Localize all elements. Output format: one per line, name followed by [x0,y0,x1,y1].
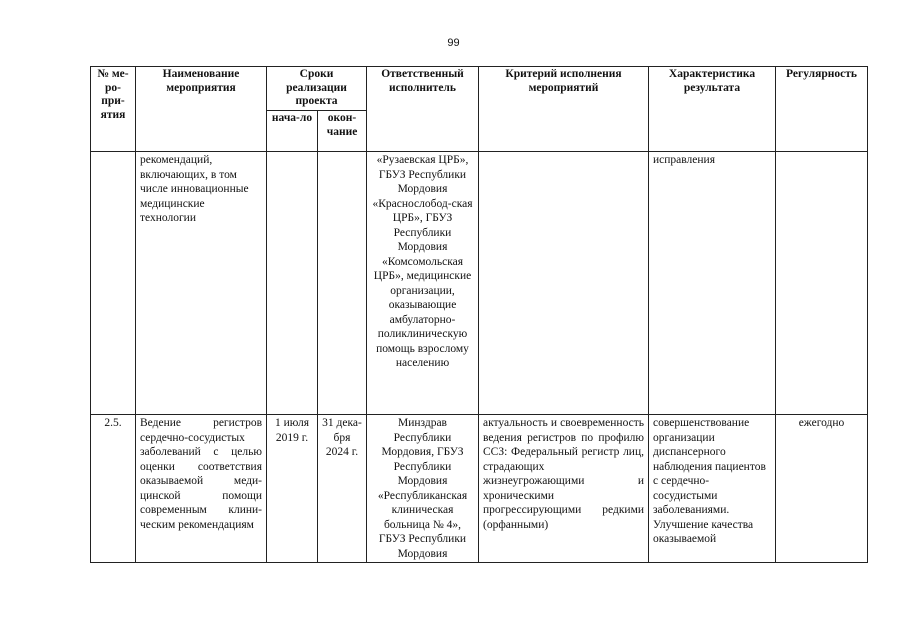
header-regularity: Регулярность [776,67,868,152]
cell-criterion [479,152,649,415]
cell-start: 1 июля 2019 г. [267,415,318,563]
cell-name: Ведение регистров сердечно-сосудистых заболеваний с целью оценки соответствия оказываемой меди-цинской помощи современным клини-ческим рекомендациям [136,415,267,563]
header-criterion: Критерий исполнения мероприятий [479,67,649,152]
table-row [91,415,868,563]
header-row [91,67,868,111]
table-row [91,152,868,415]
page-number: 99 [447,37,460,49]
cell-result: совершенствование организации диспансерного наблюдения пациентов с сердечно-сосудистыми заболеваниями. Улучшение качества оказываемой [649,415,776,563]
cell-executor: Минздрав Республики Мордовия, ГБУЗ Республики Мордовия «Республиканская клиническая больница № 4», ГБУЗ Республики Мордовия [367,415,479,563]
header-end: окон-чание [318,111,367,152]
header-start: нача-ло [267,111,318,152]
cell-regularity [776,152,868,415]
cell-executor: «Рузаевская ЦРБ», ГБУЗ Республики Мордовия «Краснослобод-ская ЦРБ», ГБУЗ Республики Мордовия «Комсомольская ЦРБ», медицинские организации, оказывающие амбулаторно-поликлиническую помощь взрослому населению [367,152,479,415]
cell-start [267,152,318,415]
cell-name: рекомендаций, включающих, в том числе инновационные медицинские технологии [136,152,267,415]
cell-end: 31 дека-бря 2024 г. [318,415,367,563]
cell-criterion: актуальность и своевременность ведения регистров по профилю ССЗ: Федеральный регистр лиц, страдающих жизнеугрожающими и хроническими прогрессирующими редкими (орфанными) [479,415,649,563]
measures-table [90,66,868,563]
header-result: Характеристика результата [649,67,776,152]
cell-result: исправления [649,152,776,415]
cell-num: 2.5. [91,415,136,563]
cell-regularity: ежегодно [776,415,868,563]
cell-end [318,152,367,415]
header-executor: Ответственный исполнитель [367,67,479,152]
header-num: № ме-ро-при-ятия [91,67,136,152]
header-terms: Сроки реализации проекта [267,67,367,111]
cell-num [91,152,136,415]
header-name: Наименование мероприятия [136,67,267,152]
